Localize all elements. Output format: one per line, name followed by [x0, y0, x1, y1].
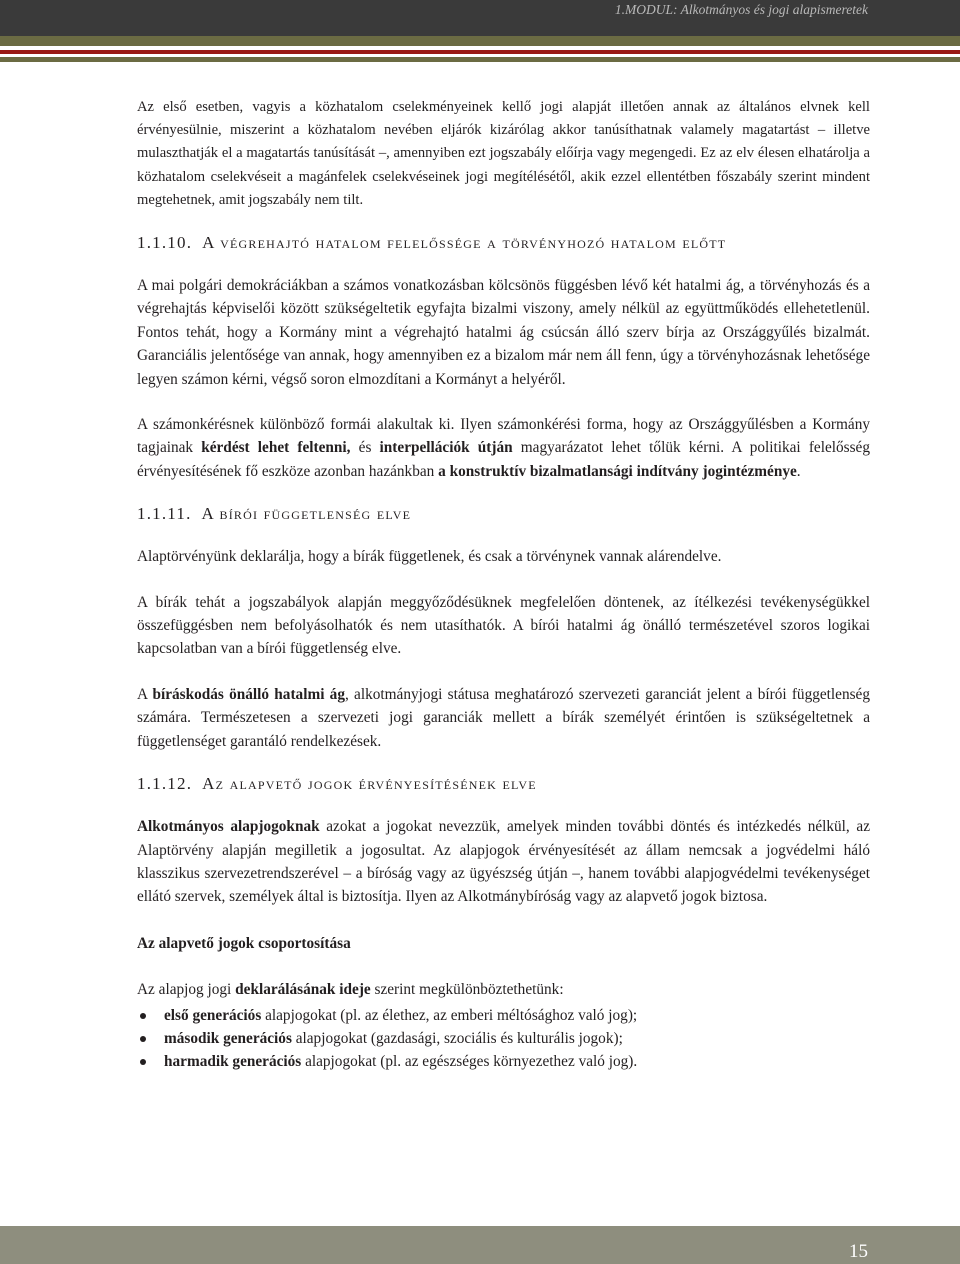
- footer-band: [0, 1226, 960, 1264]
- header-stripes: [0, 36, 960, 66]
- paragraph: A bírák tehát a jogszabályok alapján meggyőződésüknek megfelelően döntenek, az ítélkezési tevékenységükkel összefüggésben nem befolyásolhatók és nem utasíthatók. A bírói hatalmi ág önálló természetével szoros logikai kapcsolatban van a bírói függetlenség elve.: [137, 593, 870, 658]
- generation-list: [137, 1004, 870, 1074]
- text-run: szerint megkülönböztethetünk:: [370, 981, 564, 999]
- text-run: alapjogokat (pl. az egészséges környezethez való jog).: [301, 1053, 638, 1071]
- paragraph: Alaptörvényünk deklarálja, hogy a bírák függetlenek, és csak a törvénynek vannak alárendelve.: [137, 548, 722, 566]
- bold-run: első generációs: [164, 1006, 262, 1024]
- section-title: Az alapvető jogok érvényesítésének elve: [202, 774, 537, 794]
- text-run: , alkotmányjogi státusa meghatározó szervezeti garanciát jelent a bírói függetlenség számára. Természetesen a szervezeti jogi garanciák mellett a bírák személyét érintően is szükségeltetnek a függetlenséget garantáló rendelkezések.: [137, 685, 870, 750]
- bold-run: deklarálásának ideje: [235, 981, 371, 999]
- list-item: [137, 1027, 870, 1050]
- intro-paragraph: Az első esetben, vagyis a közhatalom cselekményeinek kellő jogi alapját illetően annak az általános elvnek kell érvényesülnie, miszerint a közhatalom nevében eljárók kizárólag akkor tanúsíthatnak valamely magatartást – illetve mulaszthatják el a magatartás tanúsítását –, amennyiben ezt jogszabály előírja vagy megengedi. Ez az elv élesen elhatárolja a közhatalom cselekvéseit a magánfelek cselekvéseinek jogi megítélésétől, akik ezzel ellentétben főszabály szerint mindent megtehetnek, amit jogszabály nem tilt.: [137, 99, 870, 208]
- bold-run: a konstruktív bizalmatlansági indítvány jogintézménye: [438, 462, 797, 480]
- text-run: és: [350, 439, 380, 457]
- list-item: [137, 1050, 870, 1073]
- bold-run: bíráskodás önálló hatalmi ág: [152, 685, 345, 703]
- subheading-text: Az alapvető jogok csoportosítása: [137, 934, 351, 952]
- text-run: azokat a jogokat nevezzük, amelyek minden további döntés és intézkedés nélkül, az Alaptörvény alapján megilletik a jogosultat. Az alapjogok érvényesítését az állam nemcsak a jogvédelmi háló klasszikus szervezetrendszerével – a bíróság vagy az ügyészség útján –, hanem további alapjogvédelmi tevékenységet ellátó szervek, személyek által is biztosítja. Ilyen az Alkotmánybíróság vagy az alapvető jogok biztosa.: [137, 818, 870, 906]
- text-run: A: [137, 685, 153, 703]
- bold-run: kérdést lehet feltenni,: [201, 439, 351, 457]
- page-number: 15: [849, 1241, 868, 1262]
- section-title: A bírói függetlenség elve: [201, 504, 412, 524]
- paragraph: [137, 413, 870, 483]
- running-header: [0, 0, 960, 36]
- bold-run: harmadik generációs: [164, 1053, 302, 1071]
- module-title: 1.MODUL: Alkotmányos és jogi alapismeretek: [614, 2, 868, 17]
- paragraph: [137, 815, 870, 909]
- bold-run: második generációs: [164, 1029, 292, 1047]
- text-run: Az alapjog jogi: [137, 981, 236, 999]
- bold-run: interpellációk útján: [379, 439, 513, 457]
- stripe-olive-bottom: [0, 57, 960, 62]
- page-body: [137, 96, 870, 1074]
- section-heading-1-1-10: [137, 232, 870, 254]
- paragraph: [137, 978, 870, 1001]
- stripe-olive-top: [0, 36, 960, 46]
- section-title: A végrehajtó hatalom felelőssége a törvényhozó hatalom előtt: [202, 233, 727, 253]
- text-run: alapjogokat (pl. az élethez, az emberi méltósághoz való jog);: [261, 1006, 638, 1024]
- subheading: [137, 932, 870, 955]
- bold-run: Alkotmányos alapjogoknak: [137, 818, 320, 836]
- paragraph: A mai polgári demokráciákban a számos vonatkozásban kölcsönös függésben lévő két hatalmi ág, a törvényhozás és a végrehajtás képviselői között szükségeltetik egyfajta bizalmi viszony, amely nélkül az együttműködés ellehetetlenül. Fontos tehát, hogy a Kormány mint a végrehajtó hatalmi ág csúcsán álló szerv bírja az Országgyűlés bizalmát. Garanciális jelentősége van annak, hogy amennyiben ez a bizalom már nem áll fenn, úgy a törvényhozásnak lehetősége legyen számon kérni, végső soron elmozdítani a Kormányt a helyéről.: [137, 277, 870, 388]
- text-run: alapjogokat (gazdasági, szociális és kulturális jogok);: [291, 1029, 623, 1047]
- paragraph: [137, 683, 870, 753]
- section-heading-1-1-12: [137, 773, 870, 795]
- text-run: .: [796, 462, 801, 480]
- section-number: 1.1.12.: [137, 774, 193, 794]
- text-run: magyarázatot lehet tőlük kérni. A politikai felelősség érvényesítésének fő eszköze azonban hazánkban: [137, 439, 870, 480]
- section-heading-1-1-11: [137, 503, 870, 525]
- section-number: 1.1.10.: [137, 233, 193, 253]
- text-run: A számonkérésnek különböző formái alakultak ki. Ilyen számonkérési forma, hogy az Országgyűlésben a Kormány tagjainak: [137, 416, 870, 457]
- section-number: 1.1.11.: [137, 504, 192, 524]
- list-item: [137, 1004, 870, 1027]
